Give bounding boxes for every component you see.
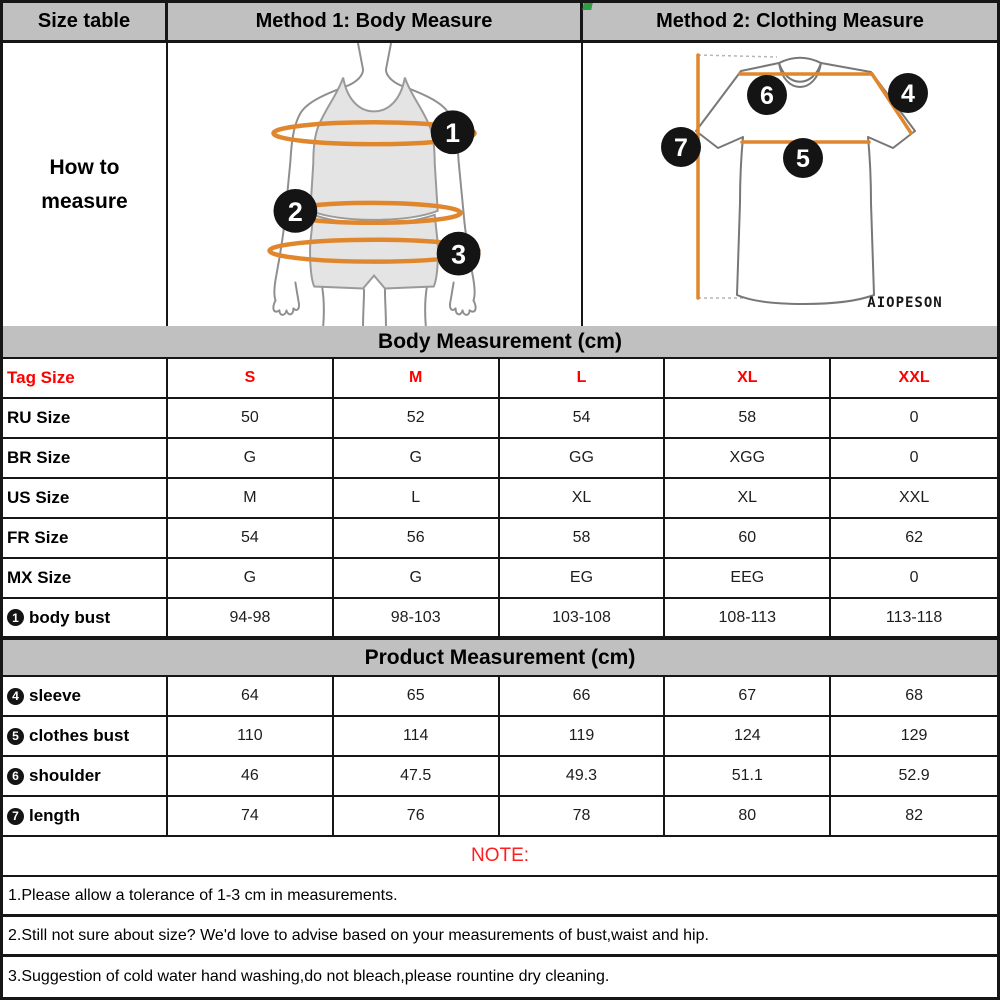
marker-4-badge: 4 — [901, 80, 915, 108]
how-to-line1: How to — [49, 155, 120, 179]
cell-value: 58 — [500, 519, 666, 557]
marker-1-badge: 1 — [445, 118, 461, 149]
body-figure-illustration — [168, 43, 581, 326]
cell-value: 47.5 — [334, 757, 500, 795]
cell-value: G — [334, 439, 500, 477]
cell-value: 64 — [168, 677, 334, 715]
table-row-body-bust — [3, 599, 997, 639]
cell-value: G — [168, 439, 334, 477]
table-row-fr-size — [3, 519, 997, 559]
cell-value: 62 — [905, 529, 923, 546]
marker-2-badge: 2 — [287, 196, 303, 227]
col-header-xl: XL — [665, 359, 831, 397]
marker-1-badge-small: 1 — [7, 609, 24, 626]
cell-value: 0 — [909, 569, 919, 586]
row-label — [3, 797, 168, 835]
row-label: US Size — [3, 479, 168, 517]
tshirt-shape — [696, 63, 915, 304]
tag-size-header: Tag Size — [3, 359, 168, 397]
col-header-l: L — [500, 359, 666, 397]
cell-value: 119 — [500, 717, 666, 755]
note-item-1: 1.Please allow a tolerance of 1-3 cm in measurements. — [3, 877, 997, 917]
cell-value: 60 — [665, 519, 831, 557]
tank-top-shape — [310, 78, 437, 220]
illustration-row — [3, 43, 997, 326]
cell-value: 114 — [334, 717, 500, 755]
tshirt-illustration — [583, 43, 997, 326]
note-item-2: 2.Still not sure about size? We'd love to advise based on your measurements of bust,waist and hip. — [3, 917, 997, 957]
cell-value: G — [168, 559, 334, 597]
marker-7-badge-small: 7 — [7, 808, 24, 825]
marker-5-badge-small: 5 — [7, 728, 24, 745]
col-header-xxl: XXL — [898, 369, 930, 386]
row-label-text: shoulder — [29, 766, 101, 785]
cell-value: 82 — [905, 807, 923, 824]
cell-value: 108-113 — [665, 599, 831, 636]
cell-value: XL — [665, 479, 831, 517]
cell-value: M — [168, 479, 334, 517]
cell-value: 46 — [168, 757, 334, 795]
row-label — [3, 757, 168, 795]
marker-7-badge: 7 — [674, 134, 688, 162]
row-label — [3, 717, 168, 755]
cell-value: EG — [500, 559, 666, 597]
cell-value: 65 — [334, 677, 500, 715]
cell-value: 98-103 — [334, 599, 500, 636]
size-header-row — [3, 359, 997, 399]
marker-6-badge-small: 6 — [7, 768, 24, 785]
shorts-shape — [310, 215, 438, 289]
cell-value: 0 — [909, 409, 919, 426]
note-item-3: 3.Suggestion of cold water hand washing,do not bleach,please rountine dry cleaning. — [8, 968, 610, 985]
table-row-mx-size — [3, 559, 997, 599]
row-label: FR Size — [3, 519, 168, 557]
cell-value: 68 — [905, 687, 923, 704]
cell-value: 51.1 — [665, 757, 831, 795]
table-row-clothes-bust — [3, 717, 997, 757]
how-to-line2: measure — [41, 189, 128, 213]
cell-value: 52 — [334, 399, 500, 437]
cell-value: G — [334, 559, 500, 597]
cell-value: L — [334, 479, 500, 517]
cell-value: 49.3 — [500, 757, 666, 795]
cell-value: 50 — [168, 399, 334, 437]
col-header-m: M — [334, 359, 500, 397]
col-header-s: S — [168, 359, 334, 397]
cell-value: 0 — [909, 449, 919, 466]
row-label: BR Size — [3, 439, 168, 477]
table-row-shoulder — [3, 757, 997, 797]
cell-value: XL — [500, 479, 666, 517]
cell-value: GG — [500, 439, 666, 477]
marker-4-badge-small: 4 — [7, 688, 24, 705]
brand-text: AIOPESON — [867, 295, 943, 311]
table-row-length — [3, 797, 997, 837]
marker-6-badge: 6 — [760, 82, 774, 110]
table-row-ru-size — [3, 399, 997, 439]
row-label-text: sleeve — [29, 686, 81, 705]
size-table-title: Size table — [3, 3, 168, 40]
cell-value: 76 — [334, 797, 500, 835]
cell-value: 113-118 — [885, 608, 943, 626]
body-measure-figure-cell — [168, 43, 583, 326]
marker-3-badge: 3 — [451, 239, 467, 270]
cell-value: 78 — [500, 797, 666, 835]
cell-value: EEG — [665, 559, 831, 597]
top-header-row — [3, 3, 997, 43]
marker-5-badge: 5 — [796, 145, 810, 173]
cell-value: 52.9 — [898, 767, 930, 784]
cell-value: 66 — [500, 677, 666, 715]
table-row-us-size — [3, 479, 997, 519]
cell-value: 58 — [665, 399, 831, 437]
cell-value: 110 — [168, 717, 334, 755]
body-measurement-band: Body Measurement (cm) — [3, 326, 997, 359]
cell-value: 103-108 — [500, 599, 666, 636]
how-to-measure-cell — [3, 43, 168, 326]
row-label — [3, 677, 168, 715]
cell-value: 124 — [665, 717, 831, 755]
row-label-text: length — [29, 806, 80, 825]
row-label-text: clothes bust — [29, 726, 130, 745]
table-row-sleeve — [3, 677, 997, 717]
row-label-text: body bust — [29, 607, 111, 627]
table-row-br-size — [3, 439, 997, 479]
product-measurement-band: Product Measurement (cm) — [3, 639, 997, 677]
cell-value: 54 — [168, 519, 334, 557]
note-title: NOTE: — [3, 837, 997, 877]
row-label: RU Size — [3, 399, 168, 437]
green-artifact — [582, 3, 592, 10]
collar-top-line — [779, 58, 821, 63]
cell-value: XGG — [665, 439, 831, 477]
cell-value: 129 — [900, 727, 928, 744]
row-label — [3, 599, 168, 636]
cell-value: XXL — [898, 489, 930, 506]
cell-value: 56 — [334, 519, 500, 557]
clothing-measure-figure-cell — [583, 43, 997, 326]
cell-value: 80 — [665, 797, 831, 835]
cell-value: 74 — [168, 797, 334, 835]
cell-value: 94-98 — [168, 599, 334, 636]
cell-value: 54 — [500, 399, 666, 437]
method2-title: Method 2: Clothing Measure — [656, 10, 924, 32]
method1-title: Method 1: Body Measure — [168, 3, 583, 40]
row-label: MX Size — [3, 559, 168, 597]
cell-value: 67 — [665, 677, 831, 715]
